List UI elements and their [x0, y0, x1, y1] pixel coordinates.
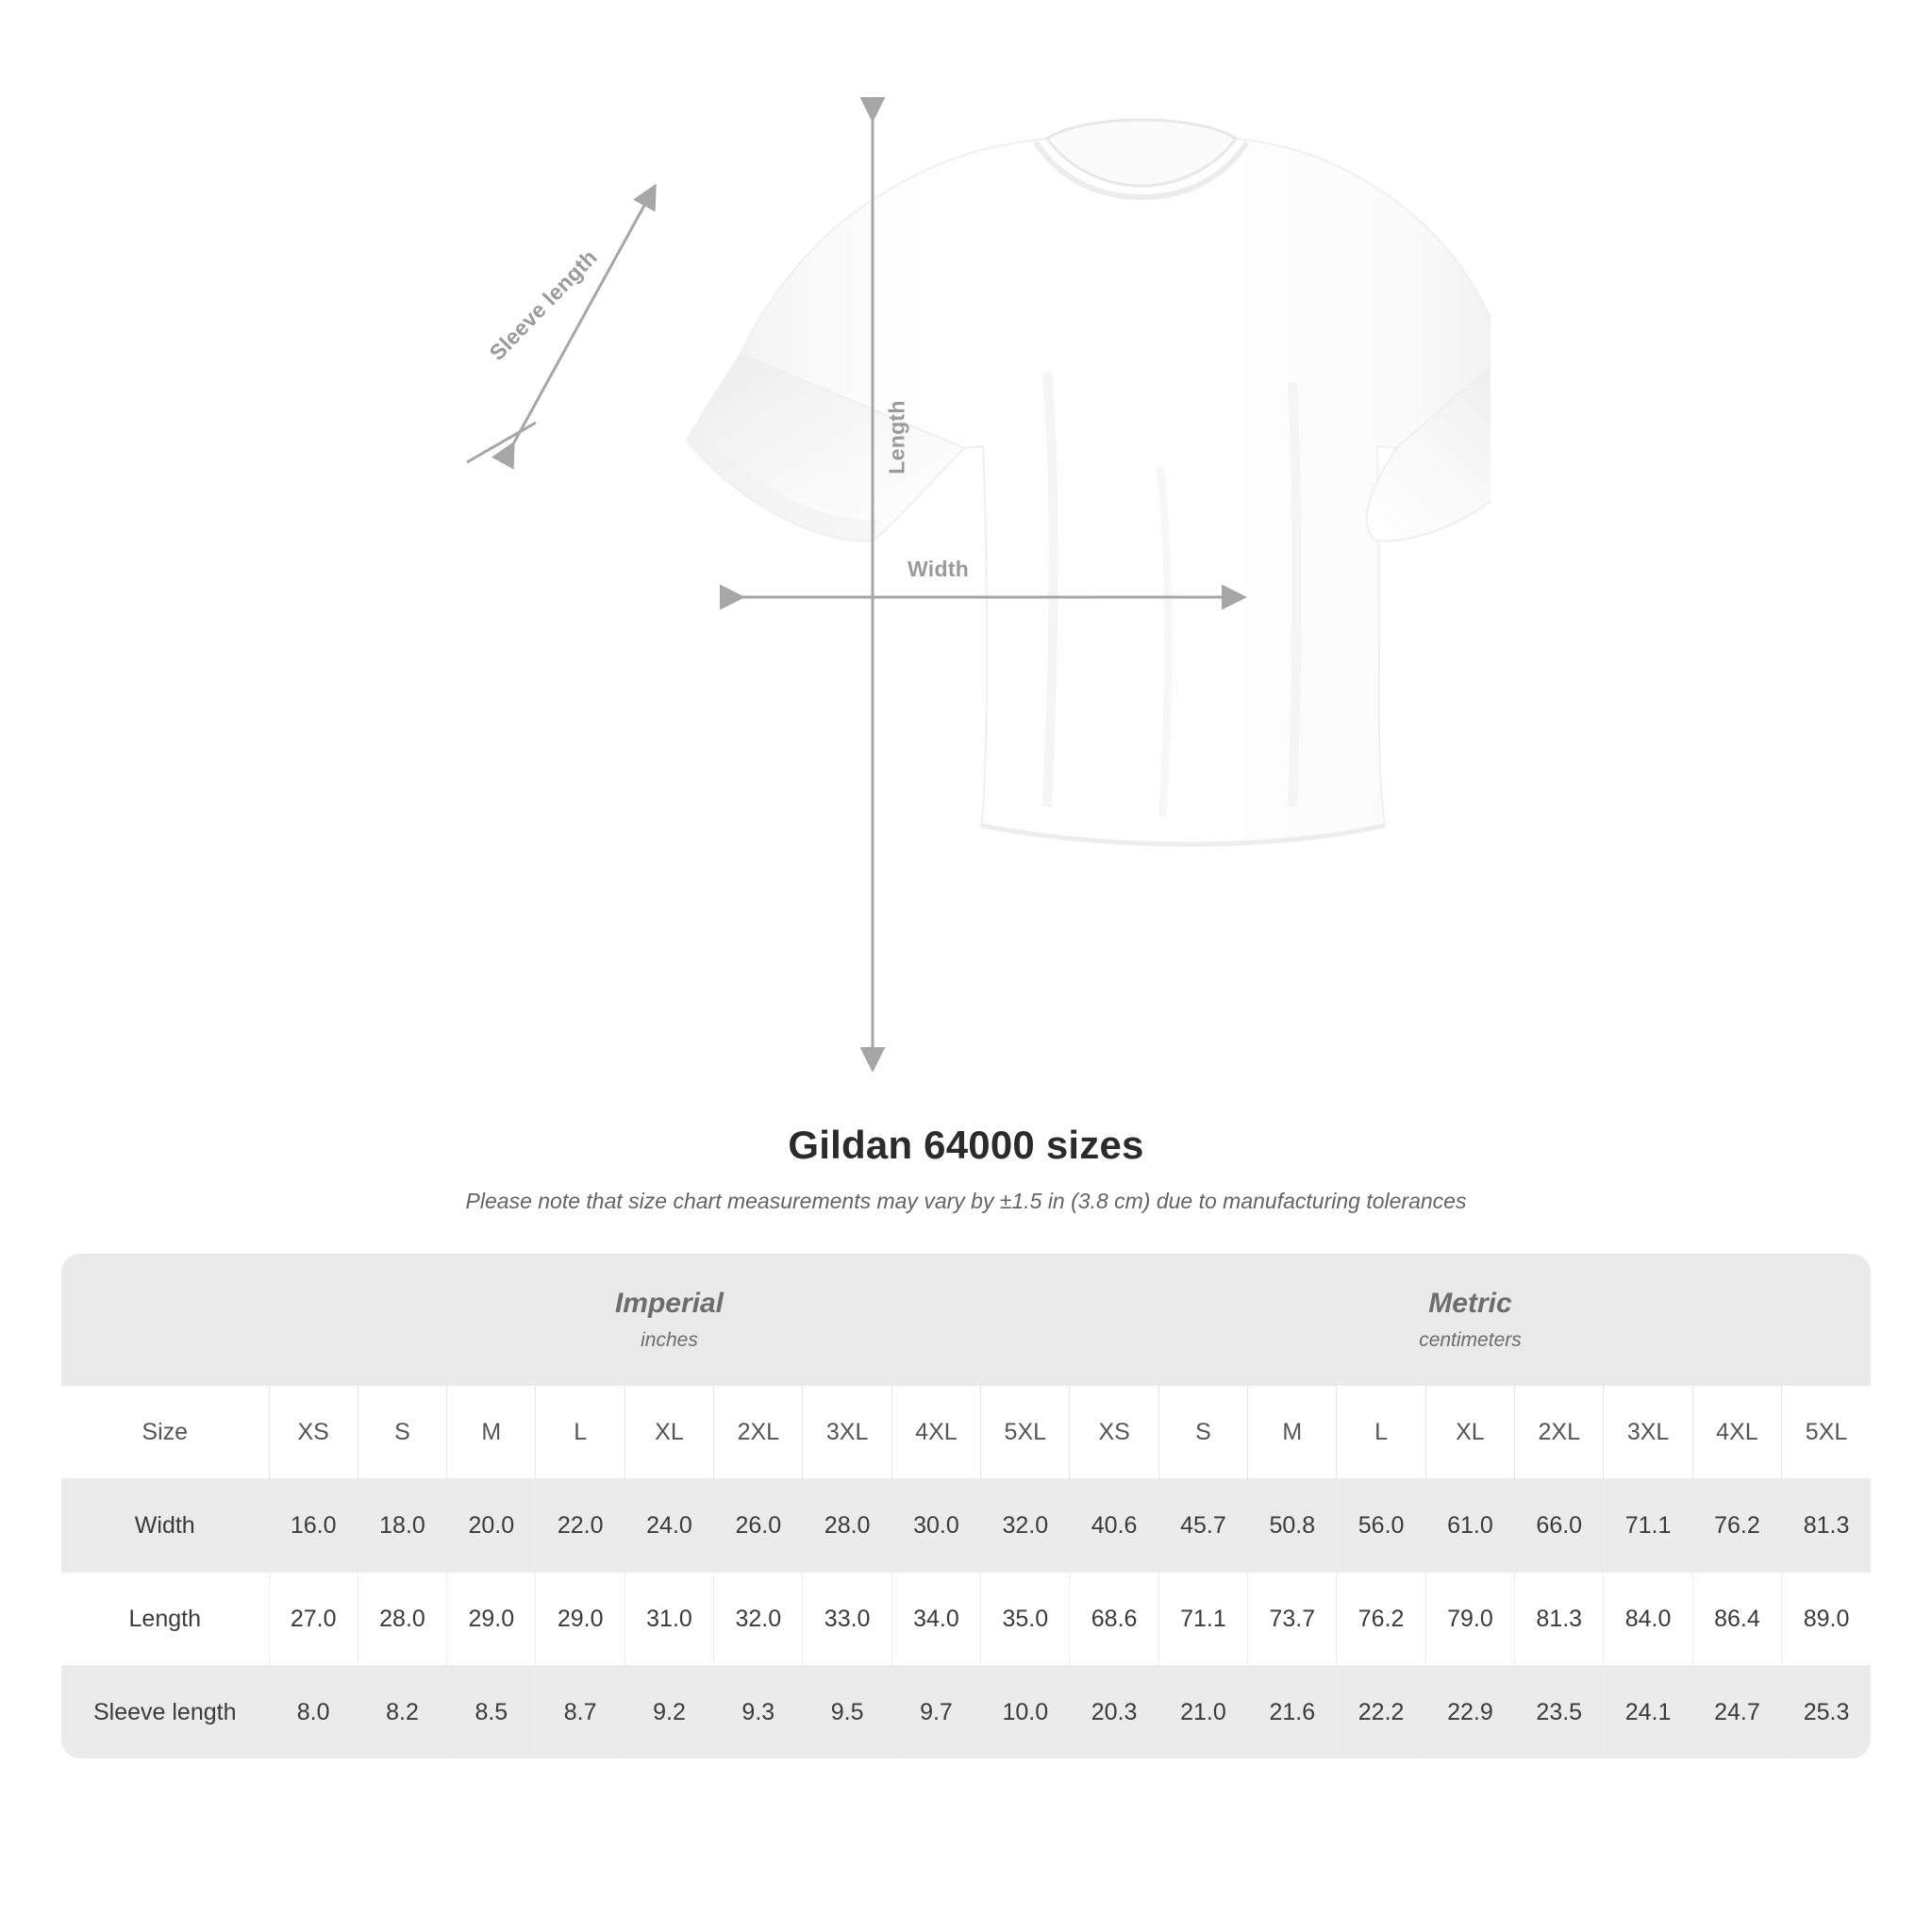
unit-group-imperial-unit: inches [641, 1329, 698, 1351]
cell: 22.2 [1337, 1666, 1425, 1759]
col-header: S [1158, 1386, 1247, 1479]
cell: 81.3 [1515, 1573, 1604, 1666]
cell: 81.3 [1782, 1479, 1871, 1573]
cell: 32.0 [981, 1479, 1070, 1573]
cell: 8.7 [536, 1666, 625, 1759]
cell: 61.0 [1425, 1479, 1514, 1573]
cell: 24.1 [1604, 1666, 1692, 1759]
tolerance-note: Please note that size chart measurements may vary by ±1.5 in (3.8 cm) due to manufacturing tolerances [465, 1189, 1467, 1213]
unit-header-spacer [61, 1254, 269, 1386]
cell: 84.0 [1604, 1573, 1692, 1666]
cell: 22.9 [1425, 1666, 1514, 1759]
size-header-row [61, 1386, 1871, 1479]
size-table-wrap [61, 1254, 1871, 1758]
unit-header-row [61, 1254, 1871, 1386]
cell: 71.1 [1158, 1573, 1247, 1666]
table-row [61, 1573, 1871, 1666]
col-header: 5XL [1782, 1386, 1871, 1479]
cell: 23.5 [1515, 1666, 1604, 1759]
cell: 28.0 [803, 1479, 891, 1573]
cell: 32.0 [714, 1573, 803, 1666]
row-label: Length [61, 1573, 269, 1666]
cell: 30.0 [891, 1479, 980, 1573]
cell: 16.0 [269, 1479, 358, 1573]
unit-group-imperial [269, 1254, 1070, 1386]
col-header: 4XL [1692, 1386, 1781, 1479]
cell: 40.6 [1070, 1479, 1158, 1573]
col-header: M [1248, 1386, 1337, 1479]
cell: 89.0 [1782, 1573, 1871, 1666]
col-header: XL [1425, 1386, 1514, 1479]
col-header: L [536, 1386, 625, 1479]
col-header: XS [269, 1386, 358, 1479]
col-header: S [358, 1386, 446, 1479]
row-label: Sleeve length [61, 1666, 269, 1759]
page-title: Gildan 64000 sizes [788, 1123, 1144, 1167]
label-width: Width [908, 557, 970, 581]
cell: 50.8 [1248, 1479, 1337, 1573]
cell: 25.3 [1782, 1666, 1871, 1759]
size-table [61, 1254, 1871, 1758]
cell: 8.0 [269, 1666, 358, 1759]
cell: 29.0 [536, 1573, 625, 1666]
cell: 9.2 [625, 1666, 713, 1759]
cell: 8.2 [358, 1666, 446, 1759]
col-header: L [1337, 1386, 1425, 1479]
cell: 26.0 [714, 1479, 803, 1573]
table-row [61, 1479, 1871, 1573]
unit-group-imperial-name: Imperial [614, 1288, 724, 1319]
cell: 20.3 [1070, 1666, 1158, 1759]
cell: 10.0 [981, 1666, 1070, 1759]
cell: 68.6 [1070, 1573, 1158, 1666]
col-header: XL [625, 1386, 713, 1479]
cell: 79.0 [1425, 1573, 1514, 1666]
col-header: M [447, 1386, 536, 1479]
col-header: XS [1070, 1386, 1158, 1479]
row-label: Width [61, 1479, 269, 1573]
col-header: 2XL [1515, 1386, 1604, 1479]
cell: 9.7 [891, 1666, 980, 1759]
label-length: Length [884, 400, 909, 475]
cell: 33.0 [803, 1573, 891, 1666]
cell: 31.0 [625, 1573, 713, 1666]
cell: 21.0 [1158, 1666, 1247, 1759]
cell: 35.0 [981, 1573, 1070, 1666]
cell: 24.7 [1692, 1666, 1781, 1759]
col-header: 3XL [1604, 1386, 1692, 1479]
cell: 27.0 [269, 1573, 358, 1666]
cell: 73.7 [1248, 1573, 1337, 1666]
cell: 86.4 [1692, 1573, 1781, 1666]
col-header: 5XL [981, 1386, 1070, 1479]
col-header: 4XL [891, 1386, 980, 1479]
cell: 22.0 [536, 1479, 625, 1573]
cell: 66.0 [1515, 1479, 1604, 1573]
label-sleeve-length: Sleeve length [484, 244, 602, 365]
cell: 76.2 [1692, 1479, 1781, 1573]
cell: 24.0 [625, 1479, 713, 1573]
cell: 71.1 [1604, 1479, 1692, 1573]
cell: 9.3 [714, 1666, 803, 1759]
unit-group-metric [1070, 1254, 1871, 1386]
row-header-size: Size [61, 1386, 269, 1479]
cell: 45.7 [1158, 1479, 1247, 1573]
cell: 20.0 [447, 1479, 536, 1573]
unit-group-metric-name: Metric [1428, 1288, 1512, 1319]
cell: 18.0 [358, 1479, 446, 1573]
table-row [61, 1666, 1871, 1759]
cell: 34.0 [891, 1573, 980, 1666]
cell: 9.5 [803, 1666, 891, 1759]
col-header: 2XL [714, 1386, 803, 1479]
cell: 21.6 [1248, 1666, 1337, 1759]
cell: 56.0 [1337, 1479, 1425, 1573]
cell: 8.5 [447, 1666, 536, 1759]
cell: 29.0 [447, 1573, 536, 1666]
col-header: 3XL [803, 1386, 891, 1479]
unit-group-metric-unit: centimeters [1419, 1329, 1522, 1351]
cell: 28.0 [358, 1573, 446, 1666]
cell: 76.2 [1337, 1573, 1425, 1666]
